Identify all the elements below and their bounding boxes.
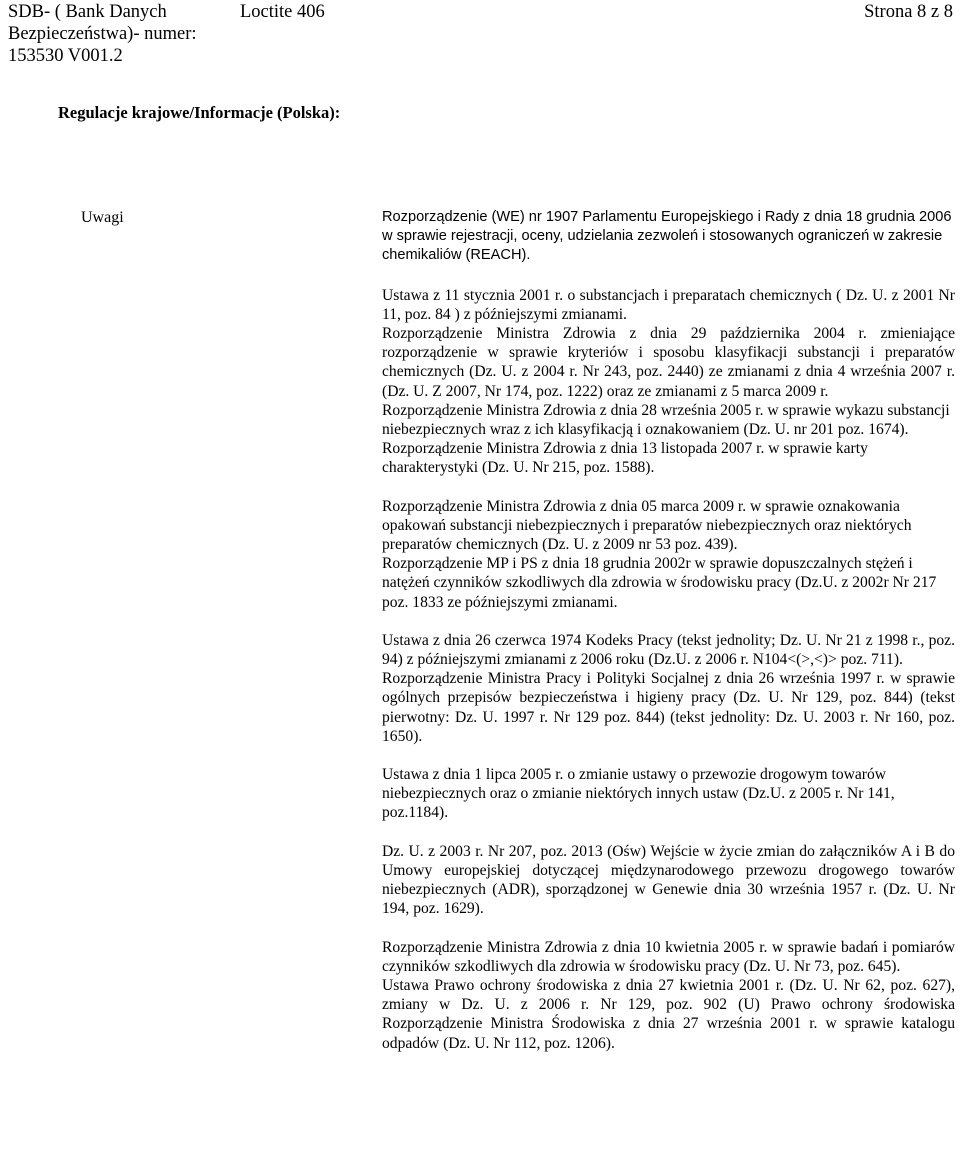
section-title: Regulacje krajowe/Informacje (Polska): — [58, 103, 341, 122]
paragraph-adr: Dz. U. z 2003 r. Nr 207, poz. 2013 (Ośw) Wejście w życie zmian do załączników A i B do Umowy europejskiej dotyczącej międzynarodowego przewozu drogowego towarów niebezpiecznych (ADR), sporządzonej w Genewie dnia 30 września 1957 r. (Dz. U. Nr 194, poz. 1629). — [382, 842, 955, 918]
page-header — [8, 0, 953, 70]
document-id-block — [8, 1, 197, 67]
remarks-content — [382, 208, 955, 1053]
paragraph-rozporzadzenie-2007: Rozporządzenie Ministra Zdrowia z dnia 13 listopada 2007 r. w sprawie karty charakterystyki (Dz. U. Nr 215, poz. 1588). — [382, 440, 868, 477]
paragraph-rozporzadzenie-2005: Rozporządzenie Ministra Zdrowia z dnia 28 września 2005 r. w sprawie wykazu substancji niebezpiecznych wraz z ich klasyfikacją i oznakowaniem (Dz. U. nr 201 poz. 1674). — [382, 401, 950, 439]
paragraph-rozporzadzenie-1997: Rozporządzenie Ministra Pracy i Polityki Socjalnej z dnia 26 września 1997 r. w sprawie ogólnych przepisów bezpieczeństwa i higieny pracy (Dz. U. Nr 129, poz. 844) (tekst pierwotny: Dz. U. 1997 r. Nr 129 poz. 844) (tekst jednolity: Dz. U. 2003 r. Nr 160, poz. 1650). — [382, 670, 955, 745]
product-name: Loctite 406 — [240, 2, 325, 22]
paragraph-rozporzadzenie-2005-badania: Rozporządzenie Ministra Zdrowia z dnia 10 kwietnia 2005 r. w sprawie badań i pomiarów czynników szkodliwych dla zdrowia w środowisku pracy (Dz. U. Nr 73, poz. 645). — [382, 938, 955, 975]
paragraph-ustawa-2005-cont: niebezpiecznych oraz o zmianie niektórych innych ustaw (Dz.U. z 2005 r. Nr 141, poz.1184). — [382, 785, 895, 822]
paragraph-rozporzadzenie-2004: Rozporządzenie Ministra Zdrowia z dnia 29 października 2004 r. zmieniające rozporządzenie w sprawie kryteriów i sposobu klasyfikacji substancji i preparatów chemicznych (Dz. U. z 2004 r. Nr 243, poz. 2440) ze zmianami z dnia 4 września 2007 r. (Dz. U. Z 2007, Nr 174, poz. 1222) oraz ze zmianami z 5 marca 2009 r. — [382, 325, 955, 400]
paragraph-prawo-ochrony-srodowiska: Ustawa Prawo ochrony środowiska z dnia 27 kwietnia 2001 r. (Dz. U. Nr 62, poz. 627), zmiany w Dz. U. z 2006 r. Nr 129, poz. 902 (U) Prawo ochrony środowiska Rozporządzenie Ministra Środowiska z dnia 27 września 2001 r. w sprawie katalogu odpadów (Dz. U. Nr 112, poz. 1206). — [382, 976, 955, 1052]
header-left-line-1: SDB- ( Bank Danych — [8, 2, 167, 22]
paragraph-rozporzadzenie-2002: Rozporządzenie MP i PS z dnia 18 grudnia 2002r w sprawie dopuszczalnych stężeń i natężeń czynników szkodliwych dla zdrowia w środowisku pracy (Dz.U. z 2002r Nr 217 poz. 1833 ze późniejszymi zmianami. — [382, 555, 937, 611]
paragraph-reach: Rozporządzenie (WE) nr 1907 Parlamentu Europejskiego i Rady z dnia 18 grudnia 2006 w sprawie rejestracji, oceny, udzielania zezwoleń i stosowanych ograniczeń w zakresie chemikaliów (REACH). — [382, 209, 952, 264]
header-left-line-3: 153530 V001.2 — [8, 46, 123, 66]
paragraph-rozporzadzenie-2009: Rozporządzenie Ministra Zdrowia z dnia 05 marca 2009 r. w sprawie oznakowania opakowań substancji niebezpiecznych i preparatów niebezpiecznych oraz niektórych preparatów chemicznych (Dz. U. z 2009 nr 53 poz. 439). — [382, 497, 912, 554]
remarks-label: Uwagi — [81, 209, 124, 226]
paragraph-ustawa-2005: Ustawa z dnia 1 lipca 2005 r. o zmianie ustawy o przewozie drogowym towarów — [382, 766, 887, 784]
paragraph-kodeks-pracy: Ustawa z dnia 26 czerwca 1974 Kodeks Pracy (tekst jednolity; Dz. U. Nr 21 z 1998 r., poz. 94) z późniejszymi zmianami z 2006 roku (Dz.U. z 2006 r. N104<(>,<)> poz. 711). — [382, 631, 955, 669]
page-number: Strona 8 z 8 — [864, 2, 953, 22]
paragraph-ustawa-2001: Ustawa z 11 stycznia 2001 r. o substancjach i preparatach chemicznych ( Dz. U. z 2001 Nr 11, poz. 84 ) z późniejszymi zmianami. — [382, 286, 955, 323]
header-left-line-2: Bezpieczeństwa)- numer: — [8, 24, 197, 44]
